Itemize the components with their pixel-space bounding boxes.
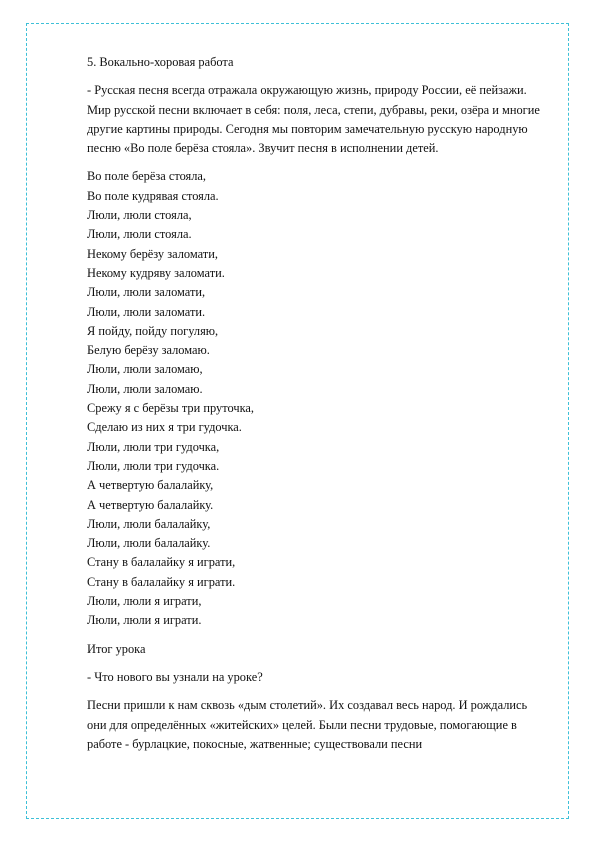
song-line: Люли, люли стояла, <box>87 208 192 223</box>
song-line: Люли, люли заломати. <box>87 304 206 319</box>
song-line: Стану в балалайку я играти, <box>87 555 236 570</box>
song-line: Некому кудряву заломати. <box>87 265 225 280</box>
song-line: Люли, люли три гудочка. <box>87 458 220 473</box>
song-line: Стану в балалайку я играти. <box>87 574 236 589</box>
song-line: Люли, люли я играти. <box>87 613 202 628</box>
summary-heading: Итог урока <box>87 641 146 656</box>
song-line: Люли, люли заломаю. <box>87 381 203 396</box>
song-line: Люли, люли балалайку. <box>87 536 211 551</box>
song-line: Во поле кудрявая стояла. <box>87 188 219 203</box>
song-line: Срежу я с берёзы три пруточка, <box>87 401 254 416</box>
intro-paragraph: - Русская песня всегда отражала окружающую жизнь, природу России, её пейзажи. Мир русской песни включает в себя: поля, леса, степи, дубравы, реки, озёра и многие другие картины природы. Сегодня мы повторим замечательную русскую народную песню «Во поле берёза стояла». Звучит песня в исполнении детей. <box>87 83 540 156</box>
song-line: Люли, люли заломаю, <box>87 362 203 377</box>
song-line: Люли, люли балалайку, <box>87 516 211 531</box>
song-line: А четвертую балалайку. <box>87 497 214 512</box>
question-line: - Что нового вы узнали на уроке? <box>87 669 263 684</box>
song-line: Люли, люли заломати, <box>87 285 206 300</box>
song-line: А четвертую балалайку, <box>87 478 214 493</box>
document-body <box>87 53 547 754</box>
song-line: Люли, люли я играти, <box>87 594 202 609</box>
song-line: Во поле берёза стояла, <box>87 169 207 184</box>
closing-paragraph: Песни пришли к нам сквозь «дым столетий». Их создавал весь народ. И рождались они для определённых «житейских» целей. Были песни трудовые, помогающие в работе - бурлацкие, покосные, жатвенные; существовали песни <box>87 698 528 751</box>
song-lyrics <box>87 167 547 630</box>
song-line: Люли, люли стояла. <box>87 227 192 242</box>
song-line: Я пойду, пойду погуляю, <box>87 323 219 338</box>
section-heading: 5. Вокально-хоровая работа <box>87 55 234 69</box>
song-line: Белую берёзу заломаю. <box>87 343 210 358</box>
song-line: Некому берёзу заломати, <box>87 246 218 261</box>
song-line: Сделаю из них я три гудочка. <box>87 420 242 435</box>
song-line: Люли, люли три гудочка, <box>87 439 220 454</box>
